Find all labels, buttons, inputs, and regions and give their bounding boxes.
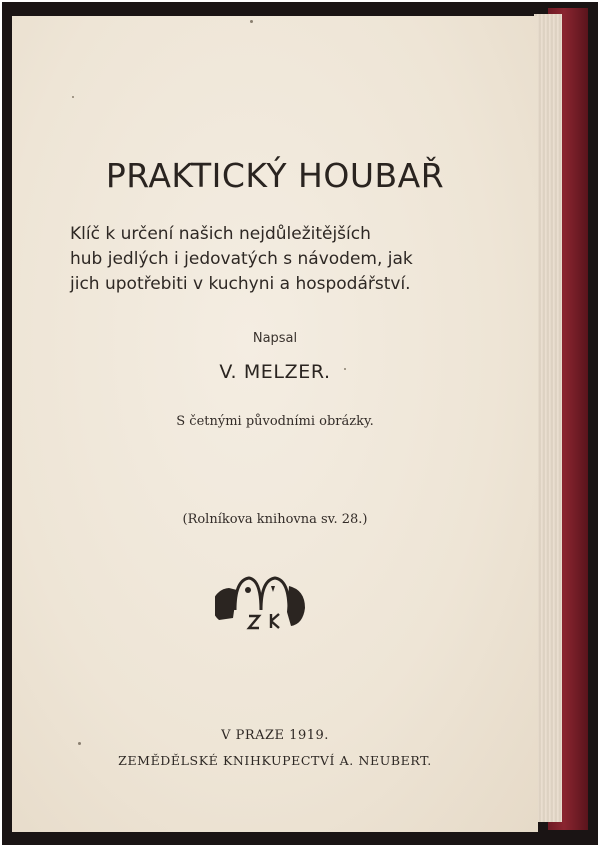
author-name: V. MELZER. (219, 361, 331, 383)
illustrations-note: S četnými původními obrázky. (176, 414, 374, 429)
title-page (12, 16, 538, 832)
paper-speck (250, 20, 253, 23)
book-subtitle (70, 222, 470, 297)
byline-label: Napsal (252, 331, 298, 346)
publisher-name: ZEMĚDĚLSKÉ KNIHKUPECTVÍ A. NEUBERT. (118, 753, 432, 768)
publisher-logo-icon (215, 572, 309, 634)
subtitle-line: jich upotřebiti v kuchyni a hospodářství. (70, 274, 411, 294)
subtitle-line: hub jedlých i jedovatých s návodem, jak (70, 249, 413, 269)
book-title: PRAKTICKÝ HOUBAŘ (105, 156, 445, 195)
subtitle-line: Klíč k určení našich nejdůležitějších (70, 224, 371, 244)
paper-speck (72, 96, 74, 98)
page-edges (534, 14, 562, 822)
series-note: (Rolníkova knihovna sv. 28.) (182, 512, 368, 527)
place-and-year: V PRAZE 1919. (221, 728, 329, 743)
